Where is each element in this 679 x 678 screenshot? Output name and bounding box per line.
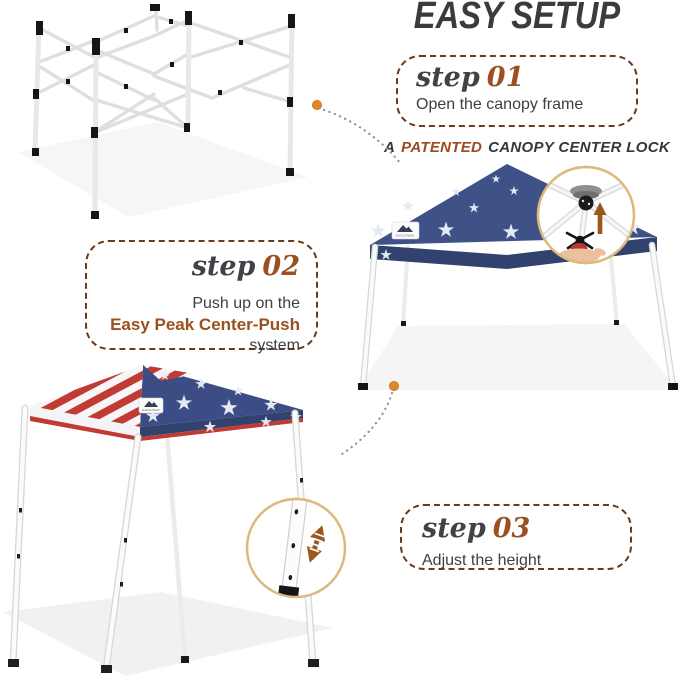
- canopy-step2-illustration: [3, 360, 353, 678]
- page-title: EASY SETUP: [413, 0, 621, 37]
- step-02-number: 02: [262, 251, 300, 282]
- step-01-text: Open the canopy frame: [416, 96, 584, 113]
- height-adjust-detail: [247, 491, 345, 600]
- center-lock-detail: [538, 167, 634, 264]
- step-03-text: Adjust the height: [422, 552, 542, 569]
- svg-text:EAGLE PEAK: EAGLE PEAK: [142, 408, 160, 412]
- step-02-text-2: Easy Peak Center-Push: [110, 315, 300, 334]
- frame-shadow: [18, 122, 308, 217]
- step-02-label: step: [191, 251, 256, 282]
- step-02-text-1: Push up on the: [192, 295, 300, 312]
- step-01-box: [396, 55, 638, 127]
- canopy-step1-illustration: [356, 158, 678, 395]
- frame-struts: [36, 10, 292, 132]
- patented-word-a: A: [384, 139, 396, 156]
- folded-frame-illustration: [8, 2, 338, 225]
- step-03-number: 03: [492, 513, 531, 544]
- step-01-heading: [416, 62, 636, 94]
- step-02-heading: [87, 251, 300, 283]
- step-01-number: 01: [486, 62, 525, 93]
- step-02-box: [85, 240, 318, 354]
- step-03-box: [400, 504, 632, 570]
- canopy1-floor: [358, 324, 678, 390]
- svg-text:EAGLE PEAK: EAGLE PEAK: [395, 233, 415, 238]
- patented-word-rest: CANOPY CENTER LOCK: [488, 139, 670, 156]
- step-01-label: step: [416, 62, 480, 93]
- brand-logo-2: [139, 398, 163, 413]
- step-03-heading: [422, 513, 630, 545]
- step-02-text-3: system: [249, 337, 300, 354]
- patented-note: [384, 139, 670, 156]
- step-03-label: step: [422, 513, 486, 544]
- canopy2-shadow: [3, 592, 333, 676]
- brand-logo: [392, 222, 419, 239]
- patented-word-patented: PATENTED: [401, 139, 483, 156]
